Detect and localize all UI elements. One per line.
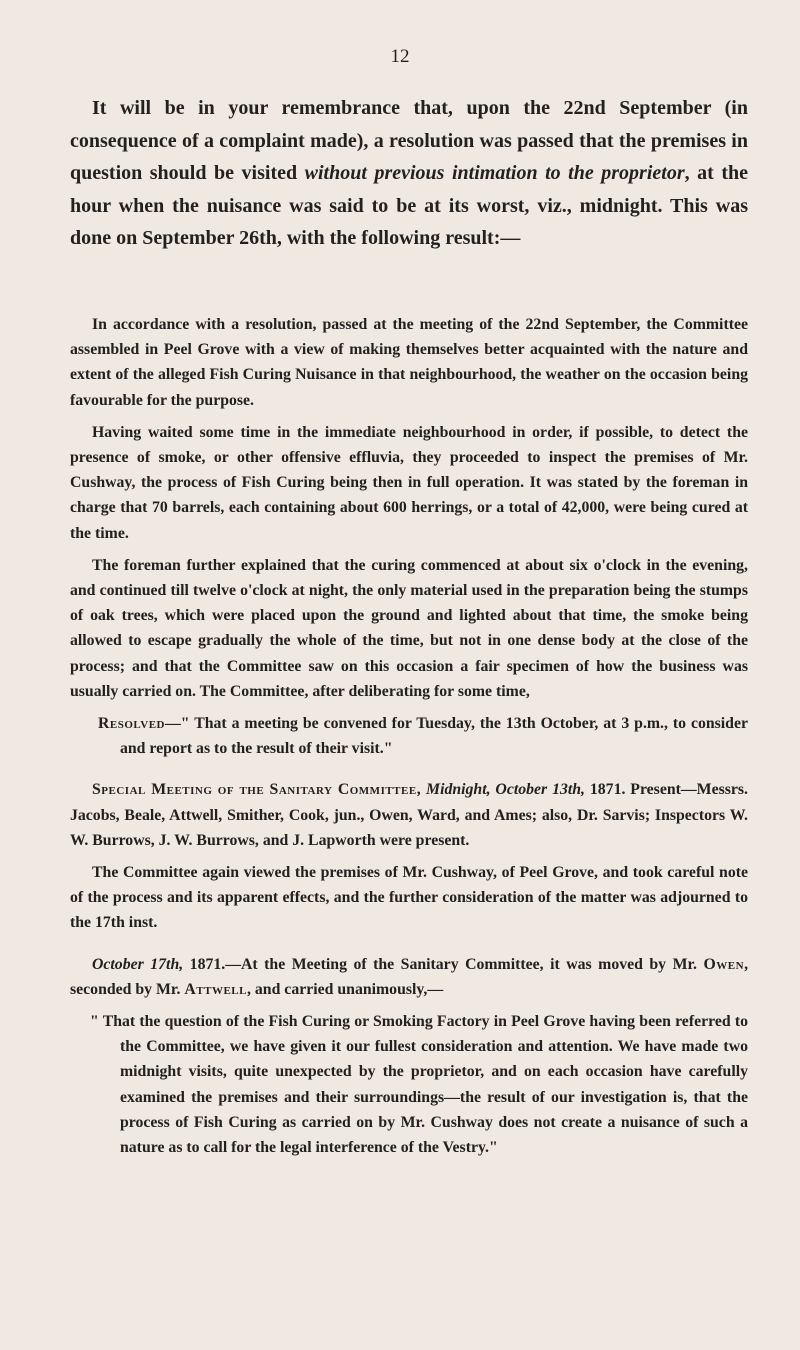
- resolved-label: Resolved: [98, 715, 165, 733]
- owen-name: Owen: [703, 955, 745, 973]
- october-text-2: , seconded by Mr.: [70, 955, 749, 998]
- document-body: [70, 312, 748, 1167]
- paragraph-resolution: In accordance with a resolution, passed at the meeting of the 22nd September, the Committee assembled in Peel Grove with a view of making themselves better acquainted with the nature and extent of the alleged Fish Curing Nuisance in that neighbourhood, the weather on the occasion being favourable for the purpose.: [70, 316, 748, 409]
- paragraph-viewed-again: The Committee again viewed the premises of Mr. Cushway, of Peel Grove, and took careful note of the process and its apparent effects, and the further consideration of the matter was adjourned to the 17th inst.: [70, 864, 748, 932]
- intro-text-1: It will be in your remembrance that, upon the 22nd September (in consequence of a complaint made), a resolution was passed that the premises in question should be visited: [70, 97, 748, 184]
- resolved-text: —" That a meeting be convened for Tuesday, the 13th October, at 3 p.m., to consider and report as to the result of their visit.": [120, 715, 748, 758]
- special-meeting-date: Midnight, October 13th,: [426, 781, 585, 799]
- paragraph-resolved: [98, 711, 748, 761]
- special-meeting-text: 1871. Present—Messrs. Jacobs, Beale, Attwell, Smither, Cook, jun., Owen, Ward, and Ames; also, Dr. Sarvis; Inspectors W. W. Burrows, J. W. Burrows, and J. Lapworth were present.: [70, 781, 749, 849]
- attwell-name: Attwell: [184, 980, 247, 998]
- october-text-1: 1871.—At the Meeting of the Sanitary Committee, it was moved by Mr.: [183, 955, 704, 973]
- page-number: 12: [390, 46, 410, 67]
- intro-emphasis: without previous intimation to the proprietor: [304, 162, 685, 184]
- october-text-3: , and carried unanimously,—: [246, 980, 444, 998]
- paragraph-october-meeting: [70, 952, 748, 1002]
- paragraph-inspection: Having waited some time in the immediate neighbourhood in order, if possible, to detect the presence of smoke, or other offensive effluvia, they proceeded to inspect the premises of Mr. Cushway, the process of Fish Curing being then in full operation. It was stated by the foreman in charge that 70 barrels, each containing about 600 herrings, or a total of 42,000, were being cured at the time.: [70, 423, 748, 542]
- intro-paragraph: [70, 92, 748, 255]
- special-meeting-label: Special Meeting of the Sanitary Committee,: [92, 781, 422, 799]
- paragraph-committee-quote: " That the question of the Fish Curing or Smoking Factory in Peel Grove having been referred to the Committee, we have given it our fullest consideration and attention. We have made two midnight visits, quite unexpected by the proprietor, and on each occasion have carefully examined the premises and their surroundings—the result of our investigation is, that the process of Fish Curing as carried on by Mr. Cushway does not create a nuisance of such a nature as to call for the legal interference of the Vestry.": [90, 1013, 748, 1157]
- intro-text-2: , at the hour when the nuisance was said to be at its worst, viz., midnight. This was done on September 26th, with the following result:—: [70, 162, 749, 249]
- october-date: October 17th,: [92, 955, 184, 973]
- paragraph-special-meeting: [70, 777, 748, 853]
- paragraph-foreman: The foreman further explained that the curing commenced at about six o'clock in the evening, and continued till twelve o'clock at night, the only material used in the preparation being the stumps of oak trees, which were placed upon the ground and lighted about that time, the smoke being allowed to escape gradually the whole of the time, but not in one dense body at the close of the process; and that the Committee saw on this occasion a fair specimen of how the business was usually carried on. The Committee, after deliberating for some time,: [70, 556, 748, 700]
